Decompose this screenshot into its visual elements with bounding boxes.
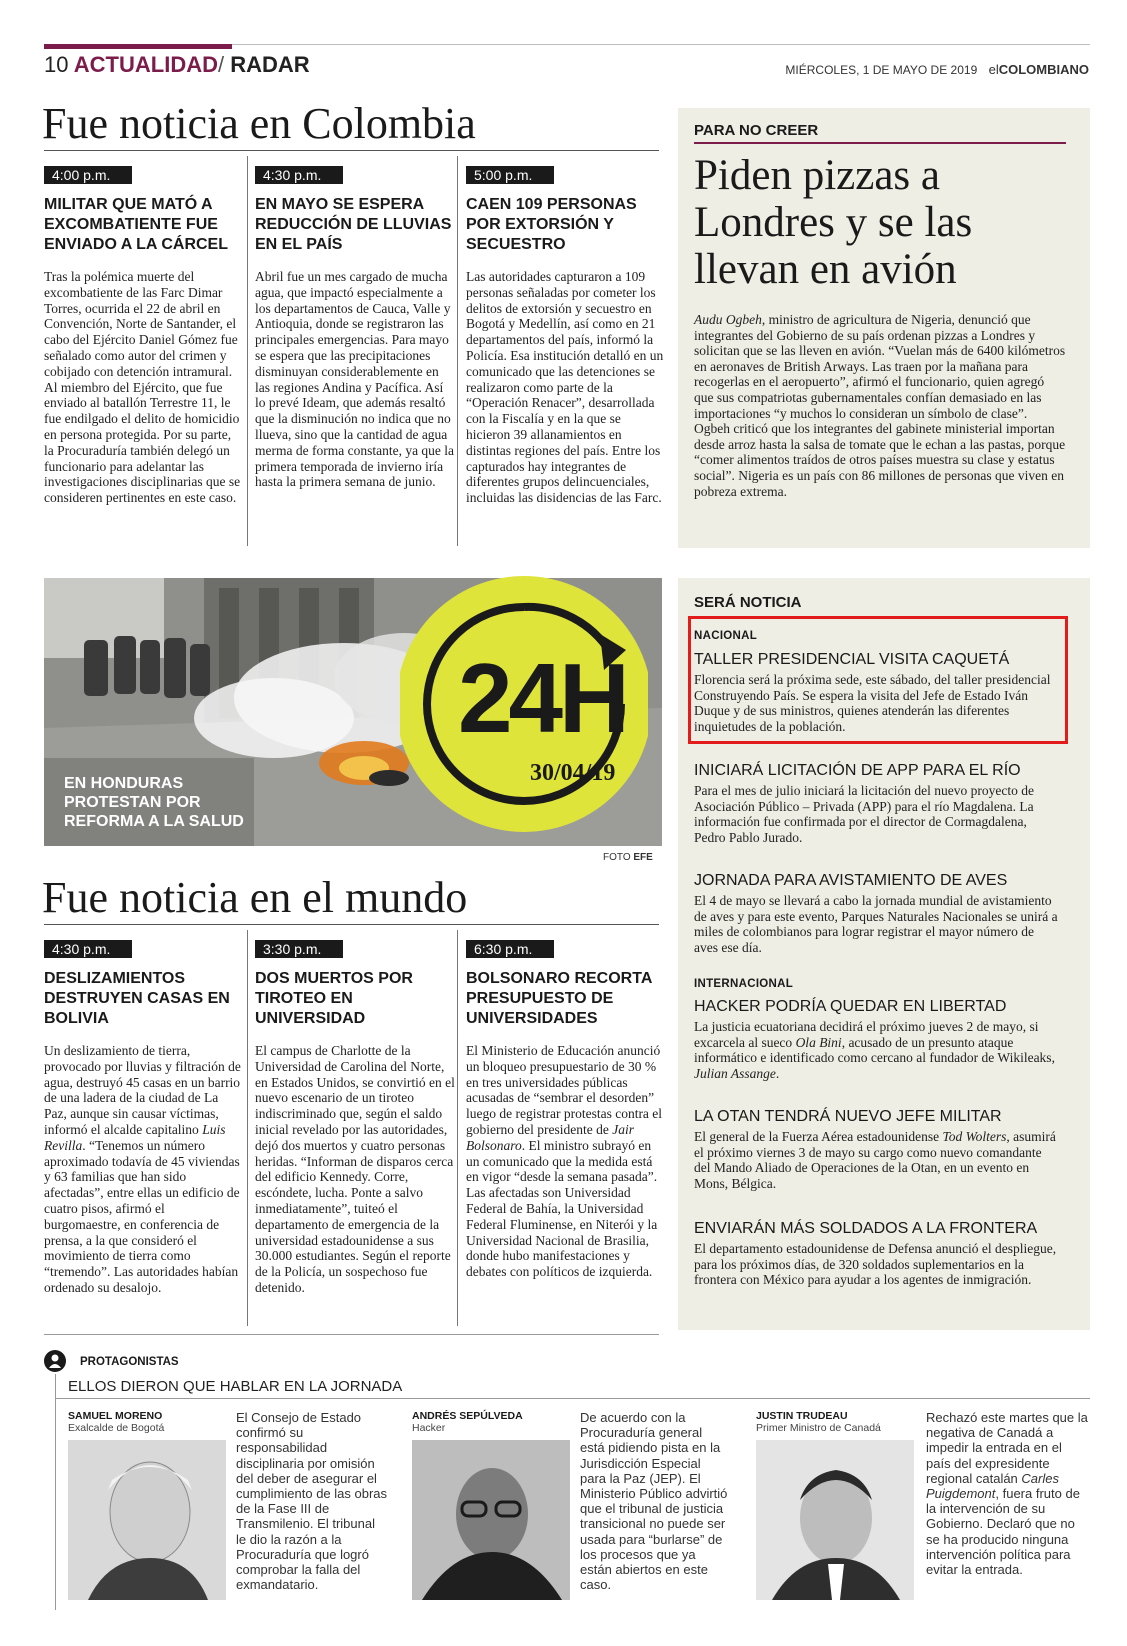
colombia-heading: Fue noticia en Colombia: [42, 99, 476, 148]
protagonist-1: [68, 1410, 228, 1434]
story-body: Las autoridades capturaron a 109 personas señaladas por cometer los delitos de extorsión y secuestro en Bogotá y Medellín, así como en 21 departamentos del país, informó la Policía. Esa institución detalló en un comunicado que las detenciones se realizaron como parte de la “Operación Renacer”, desarrollada con la Fiscalía y en la que se hicieron 39 allanamientos en distintas regiones del país. Entre los capturados hay integrantes de diferentes grupos delincuenciales, incluidas las disidencias de las Farc.: [466, 269, 664, 506]
protagonistas-title: PROTAGONISTAS: [80, 1356, 179, 1368]
category-nacional: NACIONAL: [694, 630, 758, 642]
story-body: Tras la polémica muerte del excombatiente de las Farc Dimar Torres, ocurrida el 22 de abril en Convención, Norte de Santander, el cabo del Ejército Daniel Gómez fue señalado como autor del crimen y cobijado con detención intramural. Al miembro del Ejército, que fue enviado al batallón Terrestre 11, le fue endilgado el delito de homicidio en persona protegida. Por su parte, la Procuraduría también delegó un funcionario para adelantar las investigaciones disciplinarias que se consideren pertinentes en este caso.: [44, 269, 241, 506]
item-body: Para el mes de julio iniciará la licitación del nuevo proyecto de Asociación Público – Privada (APP) para el río Magdalena. La información fue confirmada por el director de Cormagdalena, Pedro Pablo Jurado.: [694, 783, 1034, 845]
mundo-story-1: [44, 940, 244, 1296]
mundo-story-3: [466, 940, 666, 1280]
para-no-creer-panel: [678, 108, 1090, 548]
kicker-rule: [694, 142, 1066, 144]
24h-label: 24H: [458, 643, 626, 753]
section-name: ACTUALIDAD: [73, 52, 218, 77]
item-title: ENVIARÁN MÁS SOLDADOS A LA FRONTERA: [694, 1220, 1038, 1237]
story-time-badge: 4:00 p.m.: [44, 166, 132, 184]
story-title: EN MAYO SE ESPERA REDUCCIÓN DE LLUVIAS EN EL PAÍS: [255, 196, 452, 253]
item-body: El departamento estadounidense de Defensa anunció el despliegue, para los próximos días, de 320 soldados suplementarios en la frontera con México para ayudar a los agentes de inmigración.: [694, 1241, 1057, 1288]
sera-noticia-item: [694, 651, 1060, 734]
protagonist-role: Hacker: [412, 1422, 446, 1434]
category-internacional: INTERNACIONAL: [694, 978, 794, 990]
protagonist-text: De acuerdo con la Procuraduría general está pidiendo pista en la Jurisdicción Especial para la Paz (JEP). El Ministerio Público advirtió que el tribunal de justicia transicional no puede ser usada para “burlarse” de los procesos que ya están abiertos en este caso.: [580, 1410, 728, 1593]
item-body: Florencia será la próxima sede, este sábado, del taller presidencial Construyendo País. Se espera la visita del Jefe de Estado Iván Duque y de sus ministros, quienes atenderán las diferentes inquietudes de la población.: [694, 672, 1051, 734]
protagonistas-subtitle: ELLOS DIERON QUE HABLAR EN LA JORNADA: [68, 1378, 403, 1395]
protagonistas-rule: [55, 1398, 1090, 1399]
item-body: El 4 de mayo se llevará a cabo la jornada mundial de avistamiento de aves y para este evento, Parques Naturales Nacionales se unirá a miles de colombianos para lograr registrar el mayor número de aves ese día.: [694, 893, 1058, 955]
item-title: TALLER PRESIDENCIAL VISITA CAQUETÁ: [694, 651, 1010, 668]
column-divider: [247, 930, 248, 1326]
item-body: La justicia ecuatoriana decidirá el próximo jueves 2 de mayo, si excarcela al sueco Ola Bini, acusado de un presunto ataque informático e identificado como cercano al fundador de Wikileaks, Julian Assange.: [694, 1019, 1055, 1081]
story-body: Un deslizamiento de tierra, provocado por lluvias y filtración de agua, destruyó 45 casas en un barrio de una ladera de la ciudad de La Paz, aunque sin causar víctimas, informó el alcalde capitalino Luis Revilla. “Tenemos un número aproximado todavía de 45 viviendas y 63 familias que han sido afectadas”, entre ellas un edificio de cuatro pisos, afirmó el burgomaestre, en conferencia de prensa, a la que consideró el movimiento de tierra como “tremendo”. Las autoridades habían ordenado su desalojo.: [44, 1043, 241, 1295]
story-title: BOLSONARO RECORTA PRESUPUESTO DE UNIVERSIDADES: [466, 970, 652, 1027]
story-time-badge: 3:30 p.m.: [255, 940, 343, 958]
para-no-creer-kicker: PARA NO CREER: [694, 122, 819, 139]
mundo-story-2: [255, 940, 455, 1296]
protagonist-name: ANDRÉS SEPÚLVEDA: [412, 1410, 523, 1422]
sera-noticia-item: [694, 1108, 1060, 1191]
page-header: [44, 52, 310, 78]
sera-noticia-panel: [678, 578, 1090, 1330]
portrait-samuel-moreno: [68, 1440, 226, 1600]
item-title: LA OTAN TENDRÁ NUEVO JEFE MILITAR: [694, 1108, 1002, 1125]
story-title: CAEN 109 PERSONAS POR EXTORSIÓN Y SECUESTRO: [466, 196, 637, 253]
story-time-badge: 5:00 p.m.: [466, 166, 554, 184]
mundo-heading-rule: [44, 924, 659, 925]
protagonist-2: [412, 1410, 572, 1434]
para-no-creer-title: Piden pizzas a Londres y se las llevan en avión: [694, 152, 973, 293]
issue-date: MIÉRCOLES, 1 DE MAYO DE 2019: [785, 63, 978, 77]
header-accent-bar: [44, 44, 232, 49]
mundo-bottom-rule: [44, 1334, 659, 1335]
column-divider: [457, 156, 458, 546]
protagonist-role: Primer Ministro de Canadá: [756, 1422, 881, 1434]
story-time-badge: 6:30 p.m.: [466, 940, 554, 958]
item-title: INICIARÁ LICITACIÓN DE APP PARA EL RÍO: [694, 762, 1021, 779]
story-time-badge: 4:30 p.m.: [255, 166, 343, 184]
column-divider: [457, 930, 458, 1326]
protagonist-name: SAMUEL MORENO: [68, 1410, 163, 1422]
sera-noticia-kicker: SERÁ NOTICIA: [694, 594, 802, 611]
sera-noticia-item: [694, 998, 1060, 1081]
subsection-name: RADAR: [230, 52, 310, 77]
story-title: DESLIZAMIENTOS DESTRUYEN CASAS EN BOLIVIA: [44, 970, 230, 1027]
column-divider: [247, 156, 248, 546]
story-time-badge: 4:30 p.m.: [44, 940, 132, 958]
24h-date: 30/04/19: [530, 760, 616, 786]
item-title: JORNADA PARA AVISTAMIENTO DE AVES: [694, 872, 1008, 889]
protagonist-3: [756, 1410, 926, 1434]
colombia-story-1: [44, 166, 244, 506]
protagonistas-side-rule: [55, 1374, 56, 1610]
issue-date-bar: [785, 62, 1089, 77]
colombia-heading-rule: [44, 150, 659, 151]
story-title: MILITAR QUE MATÓ A EXCOMBATIENTE FUE ENVIADO A LA CÁRCEL: [44, 196, 228, 253]
sera-noticia-item: [694, 762, 1060, 845]
story-body: El Ministerio de Educación anunció un bloqueo presupuestario de 30 % en tres universidades públicas acusadas de “sembrar el desorden” luego de registrar protestas contra el gobierno del presidente de Jair Bolsonaro. El ministro subrayó en un comunicado que la medida está en vigor “desde la semana pasada”. Las afectadas son Universidad Federal de Bahía, la Universidad Federal Fluminense, en Niterói y la Universidad Nacional de Brasilia, donde hubo manifestaciones y debates con políticos de izquierda.: [466, 1043, 663, 1280]
person-icon: [44, 1350, 66, 1372]
protagonist-name: JUSTIN TRUDEAU: [756, 1410, 848, 1422]
protagonist-text: Rechazó este martes que la negativa de Canadá a impedir la entrada en el país del expresidente regional catalán Carles Puigdemont, fuera fruto de la intervención de su Gobierno. Declaró que no se ha producido ninguna intervención política para evitar la entrada.: [926, 1410, 1088, 1578]
sera-noticia-item: [694, 1220, 1060, 1288]
page-number: 10: [44, 52, 69, 77]
colombia-story-3: [466, 166, 666, 506]
para-no-creer-body: Audu Ogbeh, ministro de agricultura de Nigeria, denunció que integrantes del Gobierno de su país ordenan pizzas a Londres y solicitan que se las lleven en avión. “Vuelan más de 6400 kilómetros en aeronaves de British Arways. Las traen por la mañana para recogerlas en el aeropuerto”, afirmó el funcionario, quien agregó que sus compatriotas gubernamentales confían demasiado en las importaciones “y muchos lo consideran un símbolo de clase”. Ogbeh criticó que los integrantes del gabinete ministerial importan desde arroz hasta la salsa de tomate que le echan a las pastas, porque “comer alimentos traídos de otros países muestra su clase y estatus social”. Nigeria es un país con 86 millones de personas que viven en pobreza extrema.: [694, 312, 1066, 499]
photo-credit: FOTO EFE: [603, 852, 653, 863]
24h-badge: [400, 552, 648, 852]
colombia-story-2: [255, 166, 455, 490]
story-body: El campus de Charlotte de la Universidad de Carolina del Norte, en Estados Unidos, se convirtió en el nuevo escenario de un tiroteo indiscriminado que, según el saldo inicial revelado por las autoridades, dejó dos muertos y cuatro personas heridas. “Informan de disparos cerca del edificio Kennedy. Corre, escóndete, lucha. Ponte a salvo inmediatamente”, tuiteó el departamento de emergencia de la universidad estadounidense a sus 30.000 estudiantes. Según el reporte de la Policía, un sospechoso fue detenido.: [255, 1043, 455, 1295]
newspaper-brand: elCOLOMBIANO: [988, 62, 1089, 77]
item-body: El general de la Fuerza Aérea estadounidense Tod Wolters, asumirá el próximo viernes 3 de mayo su cargo como nuevo comandante del Mando Aliado de Operaciones de la Otan, en un evento en Mons, Bélgica.: [694, 1129, 1056, 1191]
portrait-justin-trudeau: [756, 1440, 914, 1600]
portrait-andres-sepulveda: [412, 1440, 570, 1600]
item-title: HACKER PODRÍA QUEDAR EN LIBERTAD: [694, 998, 1007, 1015]
story-body: Abril fue un mes cargado de mucha agua, que impactó especialmente a los departamentos de Cauca, Valle y Antioquia, donde se registraron las principales emergencias. Para mayo se espera que las precipitaciones disminuyan considerablemente en las regiones Andina y Pacífica. Así lo prevé Ideam, que además resaltó que la disminución no indica que no llueva, sino que la cantidad de agua merma de forma constante, ya que la primera temporada de invierno iría hasta la primera semana de junio.: [255, 269, 455, 490]
story-title: DOS MUERTOS POR TIROTEO EN UNIVERSIDAD: [255, 970, 413, 1027]
photo-caption: EN HONDURAS PROTESTAN POR REFORMA A LA SALUD: [64, 775, 244, 830]
mundo-heading: Fue noticia en el mundo: [42, 873, 468, 922]
protagonist-text: El Consejo de Estado confirmó su responsabilidad disciplinaria por omisión del deber de asegurar el cumplimiento de las obras de la Fase III de Transmilenio. El tribunal le dio la razón a la Procuraduría que logró comprobar la falla del exmandatario.: [236, 1410, 388, 1593]
sera-noticia-item: [694, 872, 1060, 955]
section-separator: /: [217, 52, 225, 77]
protagonist-role: Exalcalde de Bogotá: [68, 1422, 165, 1434]
